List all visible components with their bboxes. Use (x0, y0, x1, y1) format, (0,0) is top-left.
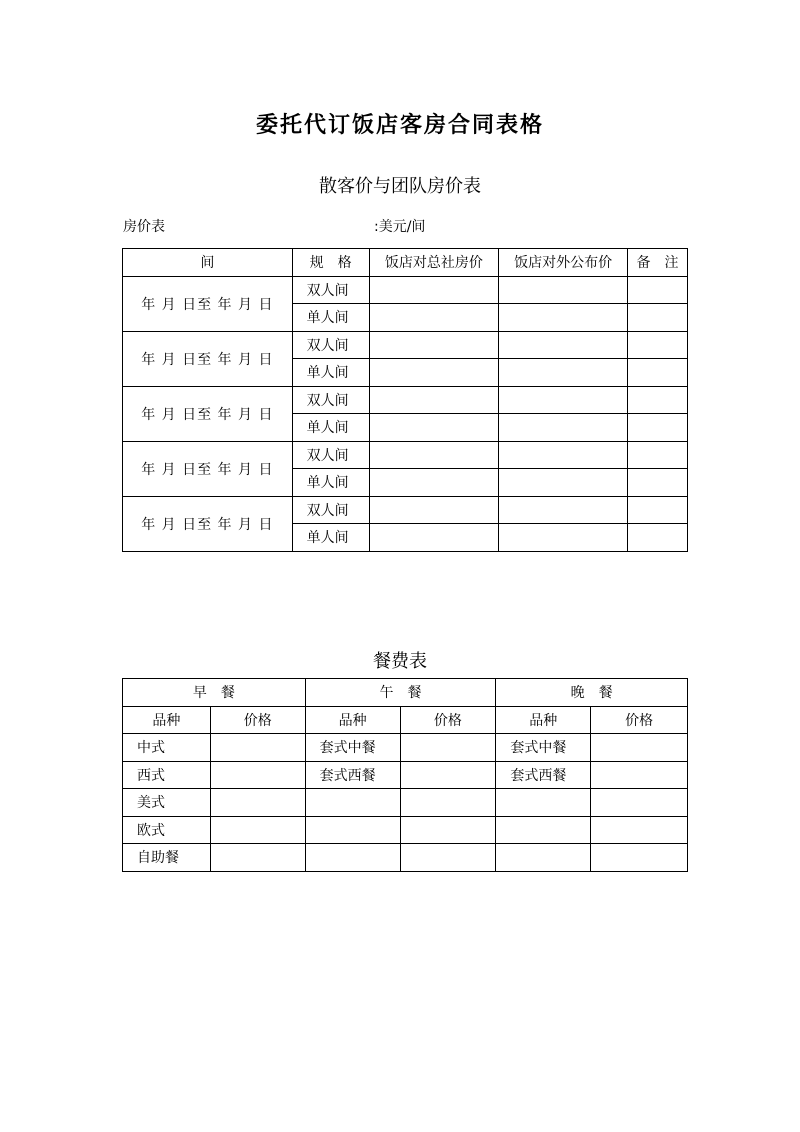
lunch-price-cell (400, 816, 496, 844)
agency-price-cell (369, 469, 499, 497)
breakfast-item-cell: 中式 (123, 734, 211, 762)
agency-price-cell (369, 414, 499, 442)
public-price-cell (499, 524, 628, 552)
date-range-cell: 年 月 日至 年 月 日 (123, 276, 293, 331)
lunch-price-cell (400, 789, 496, 817)
header-public-price: 饭店对外公布价 (499, 249, 628, 277)
agency-price-cell (369, 331, 499, 359)
lunch-item-cell (305, 789, 400, 817)
breakfast-item-cell: 欧式 (123, 816, 211, 844)
public-price-cell (499, 414, 628, 442)
meal-price-table (122, 678, 688, 872)
room-type-cell: 单人间 (292, 524, 369, 552)
agency-price-cell (369, 359, 499, 387)
room-type-cell: 单人间 (292, 469, 369, 497)
header-price: 价格 (400, 706, 496, 734)
agency-price-cell (369, 276, 499, 304)
lunch-item-cell: 套式中餐 (305, 734, 400, 762)
remarks-cell (628, 524, 688, 552)
room-type-cell: 双人间 (292, 331, 369, 359)
room-type-cell: 双人间 (292, 496, 369, 524)
dinner-item-cell (496, 844, 591, 872)
breakfast-price-cell (210, 844, 305, 872)
breakfast-price-cell (210, 761, 305, 789)
header-item: 品种 (123, 706, 211, 734)
header-period: 间 (123, 249, 293, 277)
lunch-item-cell: 套式西餐 (305, 761, 400, 789)
public-price-cell (499, 386, 628, 414)
room-price-table (122, 248, 688, 552)
header-lunch: 午 餐 (305, 679, 496, 707)
document-subtitle: 散客价与团队房价表 (319, 176, 481, 197)
agency-price-cell (369, 304, 499, 332)
table-row (123, 816, 688, 844)
header-price: 价格 (210, 706, 305, 734)
header-dinner: 晚 餐 (496, 679, 688, 707)
dinner-item-cell (496, 816, 591, 844)
remarks-cell (628, 496, 688, 524)
public-price-cell (499, 359, 628, 387)
table-row (123, 276, 688, 304)
dinner-price-cell (591, 761, 688, 789)
table-row (123, 441, 688, 469)
dinner-item-cell: 套式中餐 (496, 734, 591, 762)
lunch-price-cell (400, 844, 496, 872)
remarks-cell (628, 276, 688, 304)
date-range-cell: 年 月 日至 年 月 日 (123, 331, 293, 386)
breakfast-price-cell (210, 789, 305, 817)
public-price-cell (499, 331, 628, 359)
lunch-price-cell (400, 734, 496, 762)
remarks-cell (628, 304, 688, 332)
date-range-cell: 年 月 日至 年 月 日 (123, 441, 293, 496)
breakfast-item-cell: 西式 (123, 761, 211, 789)
public-price-cell (499, 304, 628, 332)
room-type-cell: 单人间 (292, 414, 369, 442)
price-table-label: 房价表 (123, 219, 165, 235)
dinner-price-cell (591, 789, 688, 817)
room-type-cell: 单人间 (292, 304, 369, 332)
meal-group-header-row (123, 679, 688, 707)
lunch-item-cell (305, 844, 400, 872)
header-agency-price: 饭店对总社房价 (369, 249, 499, 277)
header-item: 品种 (496, 706, 591, 734)
table-row (123, 734, 688, 762)
header-spec: 规 格 (292, 249, 369, 277)
public-price-cell (499, 276, 628, 304)
date-range-cell: 年 月 日至 年 月 日 (123, 496, 293, 551)
remarks-cell (628, 359, 688, 387)
header-item: 品种 (305, 706, 400, 734)
room-type-cell: 双人间 (292, 386, 369, 414)
breakfast-price-cell (210, 816, 305, 844)
room-type-cell: 双人间 (292, 276, 369, 304)
lunch-price-cell (400, 761, 496, 789)
table-row (123, 844, 688, 872)
dinner-price-cell (591, 816, 688, 844)
header-breakfast: 早 餐 (123, 679, 306, 707)
header-remarks: 备 注 (628, 249, 688, 277)
dinner-price-cell (591, 734, 688, 762)
remarks-cell (628, 469, 688, 497)
public-price-cell (499, 441, 628, 469)
table-row (123, 761, 688, 789)
remarks-cell (628, 331, 688, 359)
remarks-cell (628, 386, 688, 414)
lunch-item-cell (305, 816, 400, 844)
table-row (123, 789, 688, 817)
agency-price-cell (369, 524, 499, 552)
dinner-price-cell (591, 844, 688, 872)
breakfast-item-cell: 自助餐 (123, 844, 211, 872)
public-price-cell (499, 469, 628, 497)
agency-price-cell (369, 496, 499, 524)
public-price-cell (499, 496, 628, 524)
currency-unit-label: :美元/间 (374, 219, 426, 235)
breakfast-price-cell (210, 734, 305, 762)
remarks-cell (628, 414, 688, 442)
dinner-item-cell (496, 789, 591, 817)
table-row (123, 386, 688, 414)
table-row (123, 496, 688, 524)
document-title: 委托代订饭店客房合同表格 (255, 112, 544, 138)
agency-price-cell (369, 441, 499, 469)
meal-sub-header-row (123, 706, 688, 734)
header-price: 价格 (591, 706, 688, 734)
agency-price-cell (369, 386, 499, 414)
price-table-header-row (123, 249, 688, 277)
remarks-cell (628, 441, 688, 469)
date-range-cell: 年 月 日至 年 月 日 (123, 386, 293, 441)
breakfast-item-cell: 美式 (123, 789, 211, 817)
room-type-cell: 双人间 (292, 441, 369, 469)
meal-table-title: 餐费表 (373, 651, 427, 672)
table-row (123, 331, 688, 359)
dinner-item-cell: 套式西餐 (496, 761, 591, 789)
room-type-cell: 单人间 (292, 359, 369, 387)
